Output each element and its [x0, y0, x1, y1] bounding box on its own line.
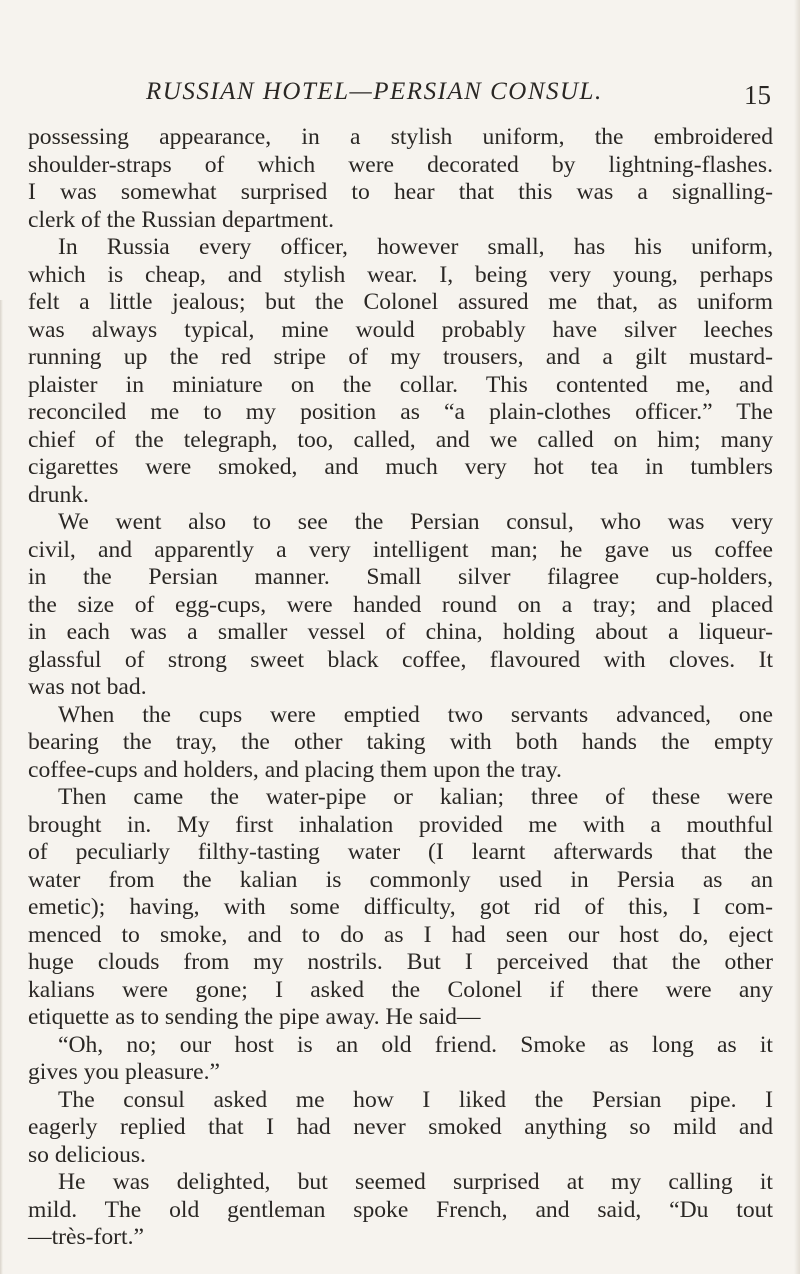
paragraph-8	[28, 1169, 773, 1252]
paragraph-7	[28, 1087, 773, 1170]
text-line: water from the kalian is commonly used in Persia as an	[28, 866, 773, 893]
text-line: reconciled me to my position as “a plain-clothes officer.” The	[28, 399, 773, 425]
text-line: eagerly replied that I had never smoked anything so mild and	[28, 1114, 773, 1140]
text-line: etiquette as to sending the pipe away. He said—	[28, 1004, 481, 1030]
page-number: 15	[744, 80, 771, 110]
text-line: coffee-cups and holders, and placing them upon the tray.	[28, 756, 562, 783]
text-line: menced to smoke, and to do as I had seen our host do, eject	[28, 921, 773, 948]
paragraph-1	[28, 124, 773, 234]
text-line: chief of the telegraph, too, called, and we called on him; many	[28, 426, 773, 453]
text-line: “Oh, no; our host is an old friend. Smoke as long as it	[58, 1031, 773, 1058]
text-line: —très-fort.”	[28, 1224, 144, 1250]
text-line: I was somewhat surprised to hear that this was a signalling-	[28, 179, 773, 205]
text-line: in the Persian manner. Small silver filagree cup-holders,	[28, 564, 773, 590]
text-line: Then came the water-pipe or kalian; three of these were	[58, 784, 773, 810]
text-line: mild. The old gentleman spoke French, and said, “Du tout	[28, 1196, 773, 1223]
page-gutter	[794, 0, 800, 1274]
paragraph-4	[28, 702, 773, 785]
text-line: gives you pleasure.”	[28, 1059, 220, 1085]
text-line: In Russia every officer, however small, has his uniform,	[58, 234, 773, 260]
text-line: the size of egg-cups, were handed round on a tray; and placed	[28, 591, 773, 618]
text-line: of peculiarly filthy-tasting water (I learnt afterwards that the	[28, 839, 773, 865]
running-head-title: RUSSIAN HOTEL—PERSIAN CONSUL.	[146, 78, 603, 105]
body-text	[28, 124, 773, 1252]
text-line: The consul asked me how I liked the Persian pipe. I	[58, 1086, 773, 1113]
text-line: civil, and apparently a very intelligent man; he gave us coffee	[28, 536, 773, 563]
text-line: He was delighted, but seemed surprised at my calling it	[58, 1169, 773, 1195]
text-line: possessing appearance, in a stylish uniform, the embroidered	[28, 124, 773, 150]
text-line: bearing the tray, the other taking with both hands the empty	[28, 729, 773, 755]
text-line: which is cheap, and stylish wear. I, being very young, perhaps	[28, 261, 773, 288]
text-line: We went also to see the Persian consul, who was very	[58, 509, 773, 535]
running-head	[0, 78, 800, 118]
text-line: kalians were gone; I asked the Colonel if there were any	[28, 976, 773, 1003]
text-line: When the cups were emptied two servants advanced, one	[58, 701, 773, 728]
text-line: cigarettes were smoked, and much very hot tea in tumblers	[28, 454, 773, 480]
text-line: brought in. My first inhalation provided me with a mouthful	[28, 811, 773, 838]
text-line: emetic); having, with some difficulty, got rid of this, I com-	[28, 894, 773, 920]
text-line: drunk.	[28, 481, 89, 508]
text-line: glassful of strong sweet black coffee, flavoured with cloves. It	[28, 646, 773, 673]
paragraph-2	[28, 234, 773, 509]
text-line: was always typical, mine would probably have silver leeches	[28, 316, 773, 343]
text-line: felt a little jealous; but the Colonel assured me that, as uniform	[28, 289, 773, 315]
text-line: so delicious.	[28, 1141, 146, 1168]
text-line: shoulder-straps of which were decorated by lightning-flashes.	[28, 151, 773, 178]
text-line: in each was a smaller vessel of china, holding about a liqueur-	[28, 619, 773, 645]
page-edge-shadow	[0, 300, 3, 1274]
text-line: huge clouds from my nostrils. But I perceived that the other	[28, 949, 773, 975]
paragraph-5	[28, 784, 773, 1032]
text-line: running up the red stripe of my trousers, and a gilt mustard-	[28, 344, 773, 370]
paragraph-3	[28, 509, 773, 702]
text-line: was not bad.	[28, 674, 147, 700]
text-line: plaister in miniature on the collar. This contented me, and	[28, 371, 773, 398]
text-line: clerk of the Russian department.	[28, 206, 334, 233]
paragraph-6	[28, 1032, 773, 1087]
